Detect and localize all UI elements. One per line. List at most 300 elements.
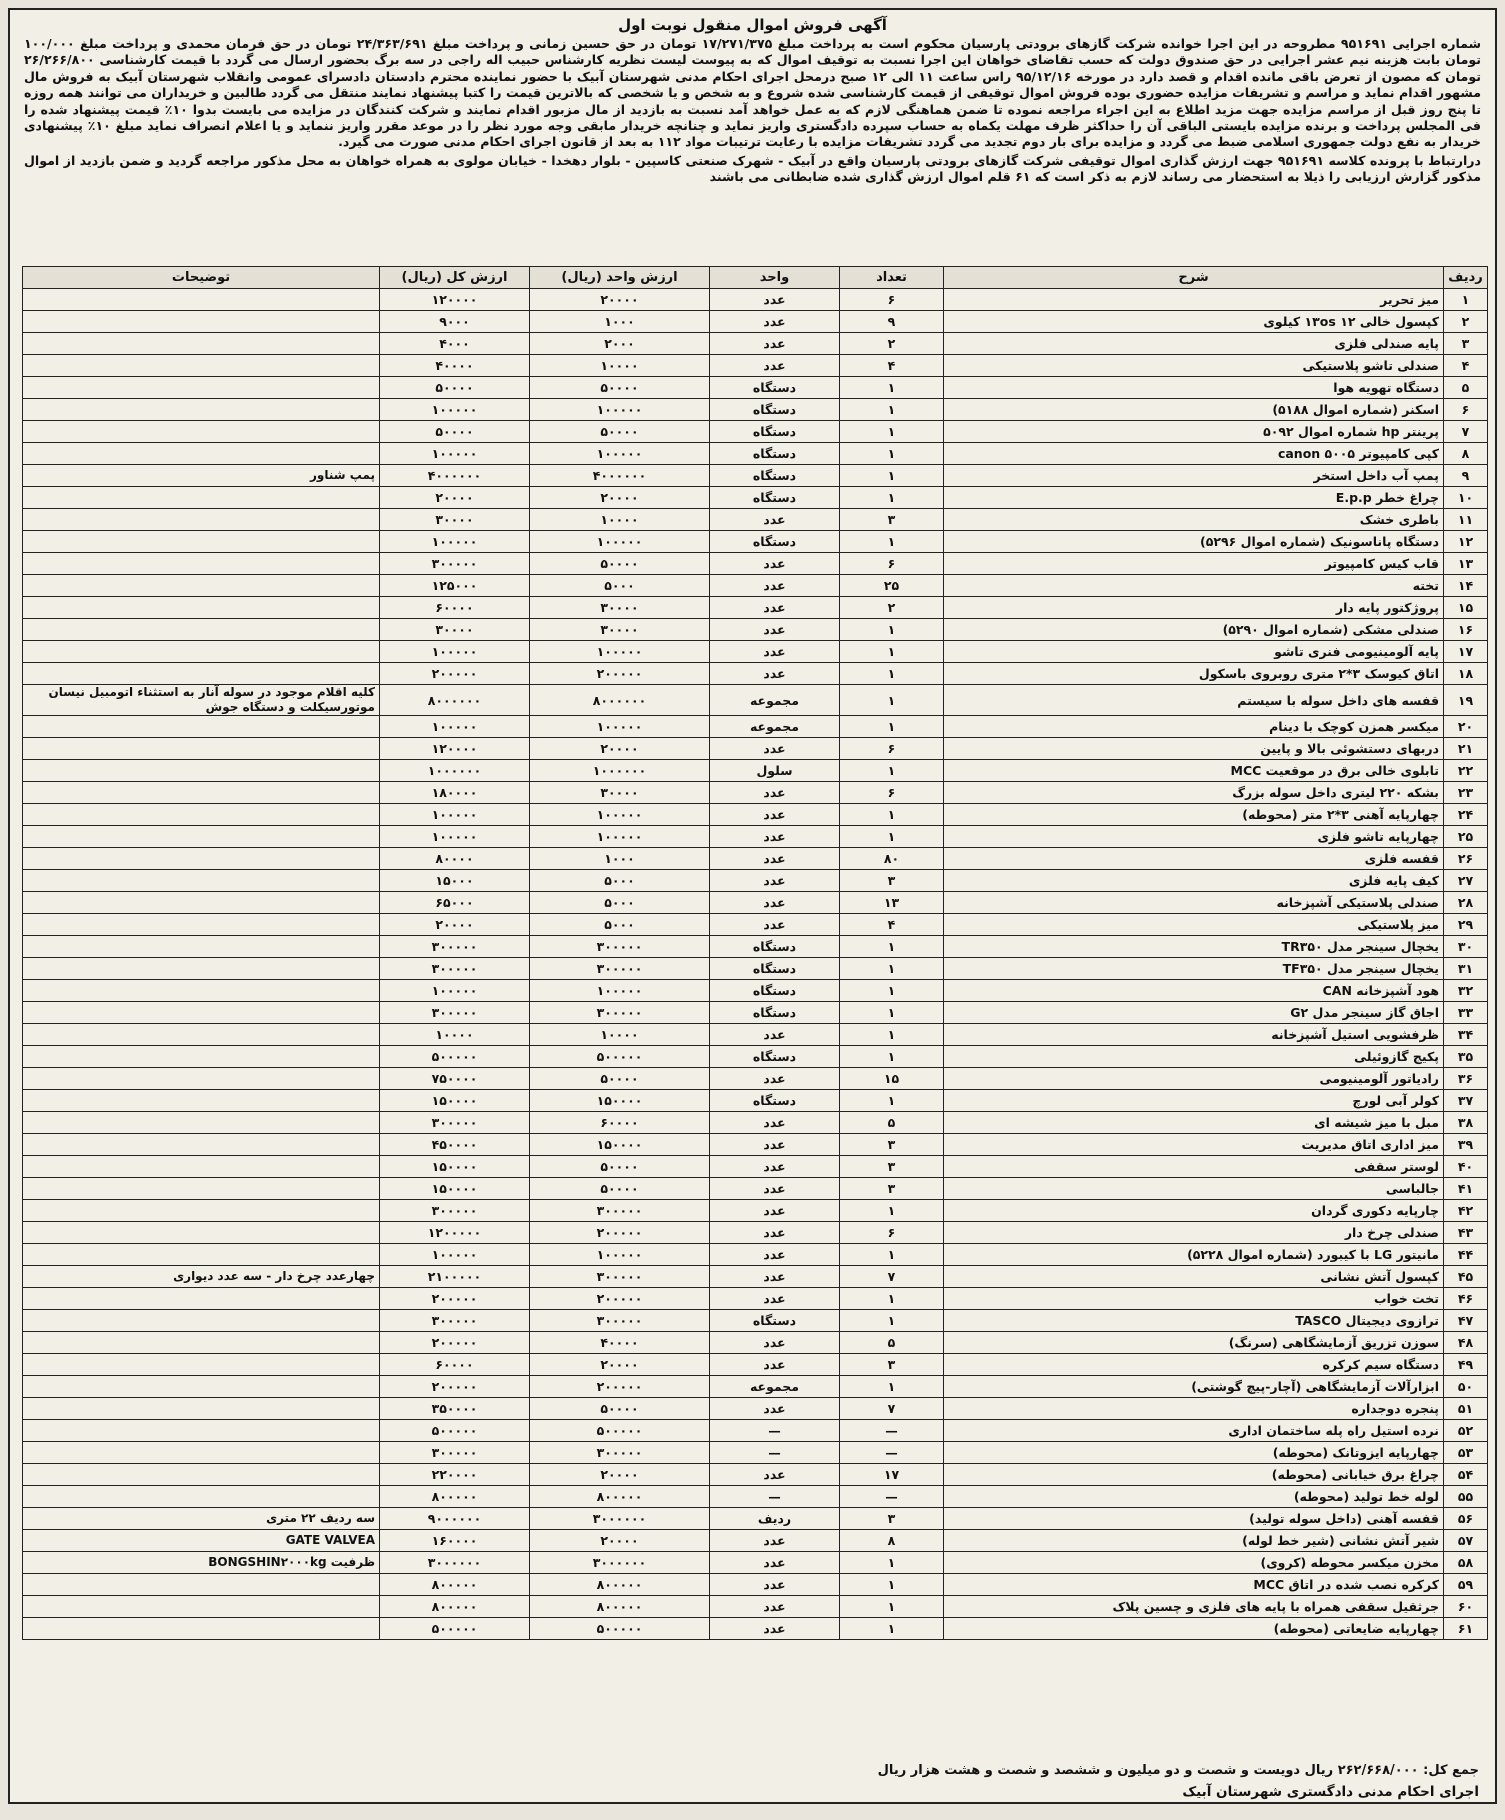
cell-description: میکسر همزن کوچک با دینام	[944, 716, 1444, 738]
cell-notes	[23, 1288, 380, 1310]
cell-row-number: ۱۵	[1444, 597, 1488, 619]
cell-unit-value: ۳۰۰۰۰۰	[530, 1310, 710, 1332]
cell-unit-value: ۴۰۰۰۰	[530, 1332, 710, 1354]
table-row	[23, 782, 1488, 804]
cell-description: پمپ آب داخل استخر	[944, 465, 1444, 487]
cell-total-value: ۲۰۰۰۰۰	[380, 1288, 530, 1310]
cell-row-number: ۳	[1444, 333, 1488, 355]
table-row	[23, 311, 1488, 333]
cell-row-number: ۵۸	[1444, 1552, 1488, 1574]
cell-quantity: ۳	[840, 870, 944, 892]
cell-unit: عدد	[710, 1596, 840, 1618]
cell-description: کرکره نصب شده در اتاق MCC	[944, 1574, 1444, 1596]
cell-row-number: ۲۸	[1444, 892, 1488, 914]
cell-row-number: ۶	[1444, 399, 1488, 421]
cell-unit: مجموعه	[710, 685, 840, 716]
cell-unit: دستگاه	[710, 936, 840, 958]
cell-unit: عدد	[710, 663, 840, 685]
cell-quantity: ۳	[840, 1508, 944, 1530]
cell-notes	[23, 421, 380, 443]
cell-notes	[23, 1156, 380, 1178]
table-row	[23, 619, 1488, 641]
cell-description: چراغ خطر E.p.p	[944, 487, 1444, 509]
cell-unit: مجموعه	[710, 1376, 840, 1398]
cell-notes: سه ردیف ۲۲ متری	[23, 1508, 380, 1530]
cell-description: مخزن میکسر محوطه (کروی)	[944, 1552, 1444, 1574]
cell-row-number: ۴۴	[1444, 1244, 1488, 1266]
cell-notes	[23, 936, 380, 958]
table-row	[23, 1398, 1488, 1420]
table-row	[23, 914, 1488, 936]
cell-quantity: ۱	[840, 1288, 944, 1310]
cell-unit-value: ۵۰۰۰۰	[530, 421, 710, 443]
cell-description: تابلوی خالی برق در موقعیت MCC	[944, 760, 1444, 782]
cell-quantity: ۷	[840, 1266, 944, 1288]
header-unit-value: ارزش واحد (ریال)	[530, 267, 710, 289]
cell-total-value: ۵۰۰۰۰۰	[380, 1420, 530, 1442]
table-row	[23, 641, 1488, 663]
cell-quantity: ۶	[840, 1222, 944, 1244]
cell-total-value: ۳۰۰۰۰۰	[380, 1002, 530, 1024]
cell-quantity: ۱	[840, 619, 944, 641]
table-row	[23, 1134, 1488, 1156]
cell-unit-value: ۳۰۰۰۰	[530, 597, 710, 619]
cell-notes	[23, 443, 380, 465]
cell-total-value: ۱۰۰۰۰	[380, 1024, 530, 1046]
cell-unit: عدد	[710, 1530, 840, 1552]
cell-notes	[23, 575, 380, 597]
cell-total-value: ۶۵۰۰۰	[380, 892, 530, 914]
cell-unit: دستگاه	[710, 980, 840, 1002]
cell-quantity: ۳	[840, 509, 944, 531]
table-row	[23, 1574, 1488, 1596]
table-row	[23, 1596, 1488, 1618]
cell-unit: عدد	[710, 333, 840, 355]
cell-row-number: ۳۷	[1444, 1090, 1488, 1112]
cell-unit-value: ۳۰۰۰۰	[530, 619, 710, 641]
cell-unit-value: ۱۰۰۰۰۰	[530, 804, 710, 826]
cell-unit-value: ۶۰۰۰۰	[530, 1112, 710, 1134]
cell-notes	[23, 782, 380, 804]
table-row	[23, 443, 1488, 465]
cell-unit: عدد	[710, 1288, 840, 1310]
cell-notes	[23, 760, 380, 782]
table-row	[23, 892, 1488, 914]
cell-total-value: ۲۰۰۰۰	[380, 914, 530, 936]
cell-unit: عدد	[710, 826, 840, 848]
cell-description: مانیتور LG با کیبورد (شماره اموال ۵۲۲۸)	[944, 1244, 1444, 1266]
cell-quantity: ۱	[840, 1046, 944, 1068]
cell-notes	[23, 826, 380, 848]
cell-total-value: ۵۰۰۰۰	[380, 377, 530, 399]
cell-unit: دستگاه	[710, 399, 840, 421]
cell-total-value: ۱۰۰۰۰۰	[380, 443, 530, 465]
cell-notes	[23, 641, 380, 663]
cell-quantity: ۳	[840, 1354, 944, 1376]
cell-description: شیر آتش نشانی (شیر خط لوله)	[944, 1530, 1444, 1552]
cell-unit: سلول	[710, 760, 840, 782]
cell-quantity: ۱	[840, 685, 944, 716]
cell-quantity: ۵	[840, 1112, 944, 1134]
cell-unit: عدد	[710, 1266, 840, 1288]
cell-unit: عدد	[710, 641, 840, 663]
cell-description: ابزارآلات آزمایشگاهی (آچار-پیچ گوشتی)	[944, 1376, 1444, 1398]
table-row	[23, 1530, 1488, 1552]
cell-unit-value: ۵۰۰۰	[530, 575, 710, 597]
cell-notes	[23, 1046, 380, 1068]
cell-unit: عدد	[710, 289, 840, 311]
cell-total-value: ۸۰۰۰۰۰	[380, 1596, 530, 1618]
cell-row-number: ۵۹	[1444, 1574, 1488, 1596]
cell-row-number: ۳۸	[1444, 1112, 1488, 1134]
cell-quantity: ۱	[840, 1310, 944, 1332]
cell-total-value: ۱۵۰۰۰۰	[380, 1156, 530, 1178]
table-row	[23, 1068, 1488, 1090]
cell-total-value: ۳۰۰۰۰۰۰	[380, 1552, 530, 1574]
cell-unit-value: ۴۰۰۰۰۰۰	[530, 465, 710, 487]
cell-unit: دستگاه	[710, 1310, 840, 1332]
cell-unit-value: ۱۰۰۰۰	[530, 355, 710, 377]
cell-unit-value: ۵۰۰۰۰	[530, 1178, 710, 1200]
cell-notes	[23, 914, 380, 936]
cell-total-value: ۶۰۰۰۰	[380, 597, 530, 619]
cell-total-value: ۱۶۰۰۰۰	[380, 1530, 530, 1552]
cell-quantity: ۱	[840, 1244, 944, 1266]
cell-unit: عدد	[710, 1244, 840, 1266]
notice-intro	[24, 36, 1481, 241]
cell-notes	[23, 848, 380, 870]
cell-notes	[23, 487, 380, 509]
cell-total-value: ۱۰۰۰۰۰	[380, 399, 530, 421]
cell-row-number: ۲	[1444, 311, 1488, 333]
cell-unit: —	[710, 1420, 840, 1442]
cell-quantity: ۱	[840, 1200, 944, 1222]
cell-unit-value: ۱۰۰۰	[530, 311, 710, 333]
cell-unit-value: ۱۰۰۰۰۰	[530, 1244, 710, 1266]
table-row	[23, 1354, 1488, 1376]
table-row	[23, 1112, 1488, 1134]
cell-unit: عدد	[710, 804, 840, 826]
cell-description: قفسه فلزی	[944, 848, 1444, 870]
cell-description: پایه آلومینیومی فنری تاشو	[944, 641, 1444, 663]
cell-row-number: ۵۱	[1444, 1398, 1488, 1420]
cell-description: قاب کیس کامپیوتر	[944, 553, 1444, 575]
cell-quantity: —	[840, 1420, 944, 1442]
cell-unit-value: ۲۰۰۰۰۰	[530, 1376, 710, 1398]
cell-description: پنجره دوجداره	[944, 1398, 1444, 1420]
cell-notes	[23, 892, 380, 914]
cell-total-value: ۱۲۰۰۰۰	[380, 738, 530, 760]
table-row	[23, 597, 1488, 619]
table-row	[23, 1376, 1488, 1398]
cell-notes	[23, 870, 380, 892]
cell-row-number: ۱۳	[1444, 553, 1488, 575]
cell-row-number: ۲۵	[1444, 826, 1488, 848]
cell-total-value: ۲۱۰۰۰۰۰	[380, 1266, 530, 1288]
cell-unit: عدد	[710, 1222, 840, 1244]
cell-unit: عدد	[710, 1178, 840, 1200]
cell-total-value: ۱۰۰۰۰۰	[380, 826, 530, 848]
cell-description: اتاق کیوسک ۳*۲ متری روبروی باسکول	[944, 663, 1444, 685]
cell-notes	[23, 716, 380, 738]
cell-description: دربهای دستشوئی بالا و پایین	[944, 738, 1444, 760]
cell-unit: عدد	[710, 1332, 840, 1354]
table-row	[23, 1552, 1488, 1574]
cell-unit-value: ۱۰۰۰۰۰	[530, 980, 710, 1002]
cell-unit-value: ۳۰۰۰۰۰	[530, 1002, 710, 1024]
cell-total-value: ۳۰۰۰۰۰	[380, 1442, 530, 1464]
cell-quantity: ۱	[840, 1024, 944, 1046]
cell-notes	[23, 804, 380, 826]
table-row	[23, 465, 1488, 487]
table-row	[23, 1618, 1488, 1640]
cell-row-number: ۴۹	[1444, 1354, 1488, 1376]
cell-notes	[23, 1178, 380, 1200]
cell-unit: عدد	[710, 738, 840, 760]
table-row	[23, 531, 1488, 553]
cell-notes	[23, 1442, 380, 1464]
cell-description: جرثقیل سقفی همراه با پایه های فلزی و چسین پلاک	[944, 1596, 1444, 1618]
cell-unit-value: ۵۰۰۰۰	[530, 1398, 710, 1420]
cell-notes	[23, 663, 380, 685]
cell-description: یخچال سینجر مدل TR۳۵۰	[944, 936, 1444, 958]
cell-row-number: ۶۰	[1444, 1596, 1488, 1618]
cell-notes	[23, 1310, 380, 1332]
cell-unit-value: ۱۰۰۰۰۰	[530, 399, 710, 421]
cell-description: چارپایه دکوری گردان	[944, 1200, 1444, 1222]
cell-unit-value: ۱۰۰۰	[530, 848, 710, 870]
cell-unit-value: ۸۰۰۰۰۰	[530, 1596, 710, 1618]
table-row	[23, 738, 1488, 760]
cell-total-value: ۲۰۰۰۰۰	[380, 1332, 530, 1354]
header-row-number: ردیف	[1444, 267, 1488, 289]
cell-total-value: ۳۰۰۰۰۰	[380, 1200, 530, 1222]
cell-total-value: ۵۰۰۰۰۰	[380, 1046, 530, 1068]
table-row	[23, 509, 1488, 531]
cell-unit-value: ۱۰۰۰۰۰	[530, 443, 710, 465]
cell-description: دستگاه سیم کرکره	[944, 1354, 1444, 1376]
cell-row-number: ۴۱	[1444, 1178, 1488, 1200]
cell-total-value: ۵۰۰۰۰۰	[380, 1618, 530, 1640]
cell-quantity: ۱	[840, 487, 944, 509]
cell-unit: عدد	[710, 355, 840, 377]
cell-row-number: ۵	[1444, 377, 1488, 399]
cell-total-value: ۳۵۰۰۰۰	[380, 1398, 530, 1420]
cell-row-number: ۴۷	[1444, 1310, 1488, 1332]
cell-description: لوستر سقفی	[944, 1156, 1444, 1178]
notice-title: آگهی فروش اموال منقول نوبت اول	[618, 16, 887, 34]
cell-total-value: ۱۲۵۰۰۰	[380, 575, 530, 597]
cell-total-value: ۴۰۰۰۰	[380, 355, 530, 377]
cell-unit-value: ۱۵۰۰۰۰	[530, 1134, 710, 1156]
cell-unit: مجموعه	[710, 716, 840, 738]
cell-row-number: ۲۲	[1444, 760, 1488, 782]
table-row	[23, 575, 1488, 597]
cell-description: هود آشپزخانه CAN	[944, 980, 1444, 1002]
cell-unit-value: ۵۰۰۰	[530, 914, 710, 936]
cell-row-number: ۵۰	[1444, 1376, 1488, 1398]
cell-total-value: ۲۰۰۰۰۰	[380, 663, 530, 685]
cell-total-value: ۱۰۰۰۰۰	[380, 716, 530, 738]
cell-unit: عدد	[710, 1618, 840, 1640]
cell-row-number: ۱	[1444, 289, 1488, 311]
table-row	[23, 1442, 1488, 1464]
cell-quantity: ۲	[840, 333, 944, 355]
cell-unit-value: ۵۰۰۰۰	[530, 377, 710, 399]
table-row	[23, 760, 1488, 782]
table-row	[23, 826, 1488, 848]
cell-unit: عدد	[710, 848, 840, 870]
cell-row-number: ۲۳	[1444, 782, 1488, 804]
cell-description: ظرفشویی استیل آشپزخانه	[944, 1024, 1444, 1046]
table-row	[23, 1156, 1488, 1178]
table-row	[23, 936, 1488, 958]
cell-quantity: ۱۳	[840, 892, 944, 914]
cell-quantity: ۱	[840, 421, 944, 443]
cell-row-number: ۴۶	[1444, 1288, 1488, 1310]
cell-quantity: ۳	[840, 1156, 944, 1178]
cell-row-number: ۲۷	[1444, 870, 1488, 892]
cell-unit: عدد	[710, 1156, 840, 1178]
cell-notes	[23, 553, 380, 575]
cell-notes	[23, 1068, 380, 1090]
cell-unit-value: ۲۰۰۰۰۰	[530, 663, 710, 685]
cell-unit-value: ۲۰۰۰۰	[530, 487, 710, 509]
cell-quantity: ۱	[840, 531, 944, 553]
cell-notes	[23, 980, 380, 1002]
cell-quantity: ۱	[840, 936, 944, 958]
cell-unit: عدد	[710, 575, 840, 597]
cell-description: صندلی مشکی (شماره اموال ۵۲۹۰)	[944, 619, 1444, 641]
cell-row-number: ۶۱	[1444, 1618, 1488, 1640]
intro-paragraph-2: درارتباط با پرونده کلاسه ۹۵۱۶۹۱ جهت ارزش گذاری اموال توقیفی شرکت گازهای برودتی پارسیان واقع در آبیک - شهرک صنعتی کاسپین - بلوار دهخدا - خیابان مولوی به همراه خواهان به محل مذکور مراجعه گردید و ضمن بازدید از اموال مذکور گزارش ارزیابی را ذیلا به استحضار می رساند لازم به ذکر است که ۶۱ قلم اموال ارزش گذاری شده ضابطانی می باشند	[24, 152, 1481, 185]
cell-row-number: ۲۶	[1444, 848, 1488, 870]
cell-unit: عدد	[710, 311, 840, 333]
cell-description: پکیج گازوئیلی	[944, 1046, 1444, 1068]
cell-quantity: ۱	[840, 641, 944, 663]
cell-quantity: ۱	[840, 958, 944, 980]
cell-unit-value: ۱۰۰۰۰۰	[530, 826, 710, 848]
cell-notes	[23, 1618, 380, 1640]
cell-notes	[23, 1332, 380, 1354]
table-row	[23, 399, 1488, 421]
table-row	[23, 1002, 1488, 1024]
newspaper-notice	[8, 8, 1497, 1804]
cell-quantity: ۱	[840, 826, 944, 848]
cell-description: اسکنر (شماره اموال ۵۱۸۸)	[944, 399, 1444, 421]
cell-total-value: ۶۰۰۰۰	[380, 1354, 530, 1376]
cell-notes: کلیه اقلام موجود در سوله آنار به استثناء اتومبیل نیسان موتورسیکلت و دستگاه جوش	[23, 685, 380, 716]
cell-unit-value: ۳۰۰۰۰۰	[530, 1442, 710, 1464]
cell-quantity: ۱	[840, 465, 944, 487]
cell-unit-value: ۲۰۰۰۰	[530, 1354, 710, 1376]
cell-unit-value: ۱۰۰۰۰۰	[530, 716, 710, 738]
cell-notes	[23, 1376, 380, 1398]
cell-unit: عدد	[710, 1068, 840, 1090]
cell-row-number: ۱۷	[1444, 641, 1488, 663]
cell-quantity: ۲	[840, 597, 944, 619]
table-row	[23, 553, 1488, 575]
issuer-signature: اجرای احکام مدنی دادگستری شهرستان آبیک	[1182, 1784, 1479, 1800]
cell-notes	[23, 1596, 380, 1618]
cell-unit-value: ۳۰۰۰۰۰	[530, 936, 710, 958]
cell-total-value: ۲۲۰۰۰۰	[380, 1464, 530, 1486]
cell-unit-value: ۱۰۰۰۰۰	[530, 531, 710, 553]
cell-notes	[23, 958, 380, 980]
cell-row-number: ۳۹	[1444, 1134, 1488, 1156]
cell-quantity: ۶	[840, 738, 944, 760]
cell-quantity: ۱۷	[840, 1464, 944, 1486]
cell-total-value: ۳۰۰۰۰	[380, 619, 530, 641]
table-row	[23, 1288, 1488, 1310]
cell-quantity: ۹	[840, 311, 944, 333]
table-row	[23, 1508, 1488, 1530]
cell-description: دستگاه تهویه هوا	[944, 377, 1444, 399]
cell-description: چهارپایه آهنی ۳*۲ متر (محوطه)	[944, 804, 1444, 826]
cell-row-number: ۱۸	[1444, 663, 1488, 685]
cell-unit-value: ۵۰۰۰	[530, 870, 710, 892]
cell-unit-value: ۳۰۰۰۰۰۰	[530, 1552, 710, 1574]
cell-total-value: ۵۰۰۰۰	[380, 421, 530, 443]
table-row	[23, 804, 1488, 826]
cell-quantity: ۱۵	[840, 1068, 944, 1090]
cell-row-number: ۴۸	[1444, 1332, 1488, 1354]
cell-quantity: ۱	[840, 1376, 944, 1398]
cell-total-value: ۱۲۰۰۰۰	[380, 289, 530, 311]
table-row	[23, 1178, 1488, 1200]
table-row	[23, 1310, 1488, 1332]
cell-notes	[23, 1024, 380, 1046]
cell-description: یخچال سینجر مدل TF۳۵۰	[944, 958, 1444, 980]
cell-unit-value: ۸۰۰۰۰۰	[530, 1486, 710, 1508]
cell-quantity: ۱	[840, 399, 944, 421]
cell-unit: عدد	[710, 597, 840, 619]
cell-description: کپسول آتش نشانی	[944, 1266, 1444, 1288]
cell-description: دستگاه پاناسونیک (شماره اموال ۵۲۹۶)	[944, 531, 1444, 553]
intro-paragraph-1: شماره اجرایی ۹۵۱۶۹۱ مطروحه در این اجرا خوانده شرکت گازهای برودتی پارسیان محکوم است به پرداخت مبلغ ۱۷/۲۷۱/۳۷۵ تومان در حق حسین زمانی و پرداخت مبلغ ۲۴/۳۶۳/۶۹۱ تومان در حق فرمان محمدی و پرداخت مبلغ ۱۰۰/۰۰۰ تومان بابت هزینه نیم عشر اجرایی در حق صندوق دولت که حسب تقاضای خواهان این اجرا نسبت به توقیف اموال که به پیوست لیست نظریه کارشناس حبیب اله راجی در سه برگ بحضور ارسال می گردد با قیمت کارشناسی ۲۶/۲۶۶/۸۰۰ تومان که مصون از تعرض باقی مانده اقدام و قصد دارد در مورخه ۹۵/۱۲/۱۶ راس ساعت ۱۱ الی ۱۲ صبح درمحل اجرای احکام مدنی شهرستان آبیک با حضور نماینده محترم دادستان دادسرای عمومی وانقلاب شهرستان آبیک به فروش مال مشهور اقدام نماید و مراسم و تشریفات مزایده حضوری بوده فروش اموال توقیفی از قیمت کارشناسی شده شروع و به شخص و یا شخصی که بالاترین قیمت را کتبا پیشنهاد نمایند منتقل می گردد طالبین و خریداران می توانند همه روزه تا پنج روز قبل از مراسم مزایده جهت مزید اطلاع به این اجراء مراجعه نموده تا ضمن هماهنگی لازم که به عمل خواهد آمد نسبت به بازدید از مال مزبور اقدام نمایند و شرکت کنندگان در مزایده می بایست بدوا ۱۰٪ قیمت پیشنهاد شده را فی المجلس پرداخت و برنده مزایده بایستی الباقی آن را حداکثر ظرف مهلت یکماه به حساب سپرده دادگستری واریز نماید و چنانچه خریدار مابقی وجه مورد نظر را در موعد مقرر واریز ننماید و یا اعلام انصراف نماید مبلغ ۱۰٪ پیشنهادی خریدار به نفع دولت جمهوری اسلامی ضبط می گردد و مزایده برای بار دوم تجدید می گردد تشریفات مزایده با رعایت ترتیبات مواد ۱۱۲ به بعد از قانون اجرای احکام مدنی صورت می گیرد.	[24, 36, 1481, 150]
cell-quantity: ۱	[840, 1618, 944, 1640]
cell-row-number: ۴۰	[1444, 1156, 1488, 1178]
cell-total-value: ۳۰۰۰۰۰	[380, 1310, 530, 1332]
cell-description: پروژکتور پایه دار	[944, 597, 1444, 619]
cell-description: مبل با میز شیشه ای	[944, 1112, 1444, 1134]
cell-row-number: ۱۲	[1444, 531, 1488, 553]
cell-unit: دستگاه	[710, 1090, 840, 1112]
cell-row-number: ۵۲	[1444, 1420, 1488, 1442]
cell-unit-value: ۵۰۰۰۰۰	[530, 1618, 710, 1640]
cell-quantity: ۳	[840, 1178, 944, 1200]
cell-unit: دستگاه	[710, 465, 840, 487]
cell-row-number: ۸	[1444, 443, 1488, 465]
cell-row-number: ۲۴	[1444, 804, 1488, 826]
cell-notes	[23, 333, 380, 355]
cell-total-value: ۱۲۰۰۰۰۰	[380, 1222, 530, 1244]
cell-total-value: ۸۰۰۰۰۰	[380, 1486, 530, 1508]
cell-unit: عدد	[710, 782, 840, 804]
cell-quantity: ۲۵	[840, 575, 944, 597]
assets-table	[22, 266, 1488, 1640]
cell-total-value: ۳۰۰۰۰۰	[380, 936, 530, 958]
cell-unit: دستگاه	[710, 1002, 840, 1024]
cell-description: بشکه ۲۲۰ لیتری داخل سوله بزرگ	[944, 782, 1444, 804]
cell-row-number: ۲۰	[1444, 716, 1488, 738]
table-row	[23, 377, 1488, 399]
cell-notes	[23, 597, 380, 619]
cell-unit: عدد	[710, 1024, 840, 1046]
cell-row-number: ۱۱	[1444, 509, 1488, 531]
cell-unit-value: ۵۰۰۰۰	[530, 1156, 710, 1178]
cell-unit-value: ۱۰۰۰۰۰۰	[530, 760, 710, 782]
